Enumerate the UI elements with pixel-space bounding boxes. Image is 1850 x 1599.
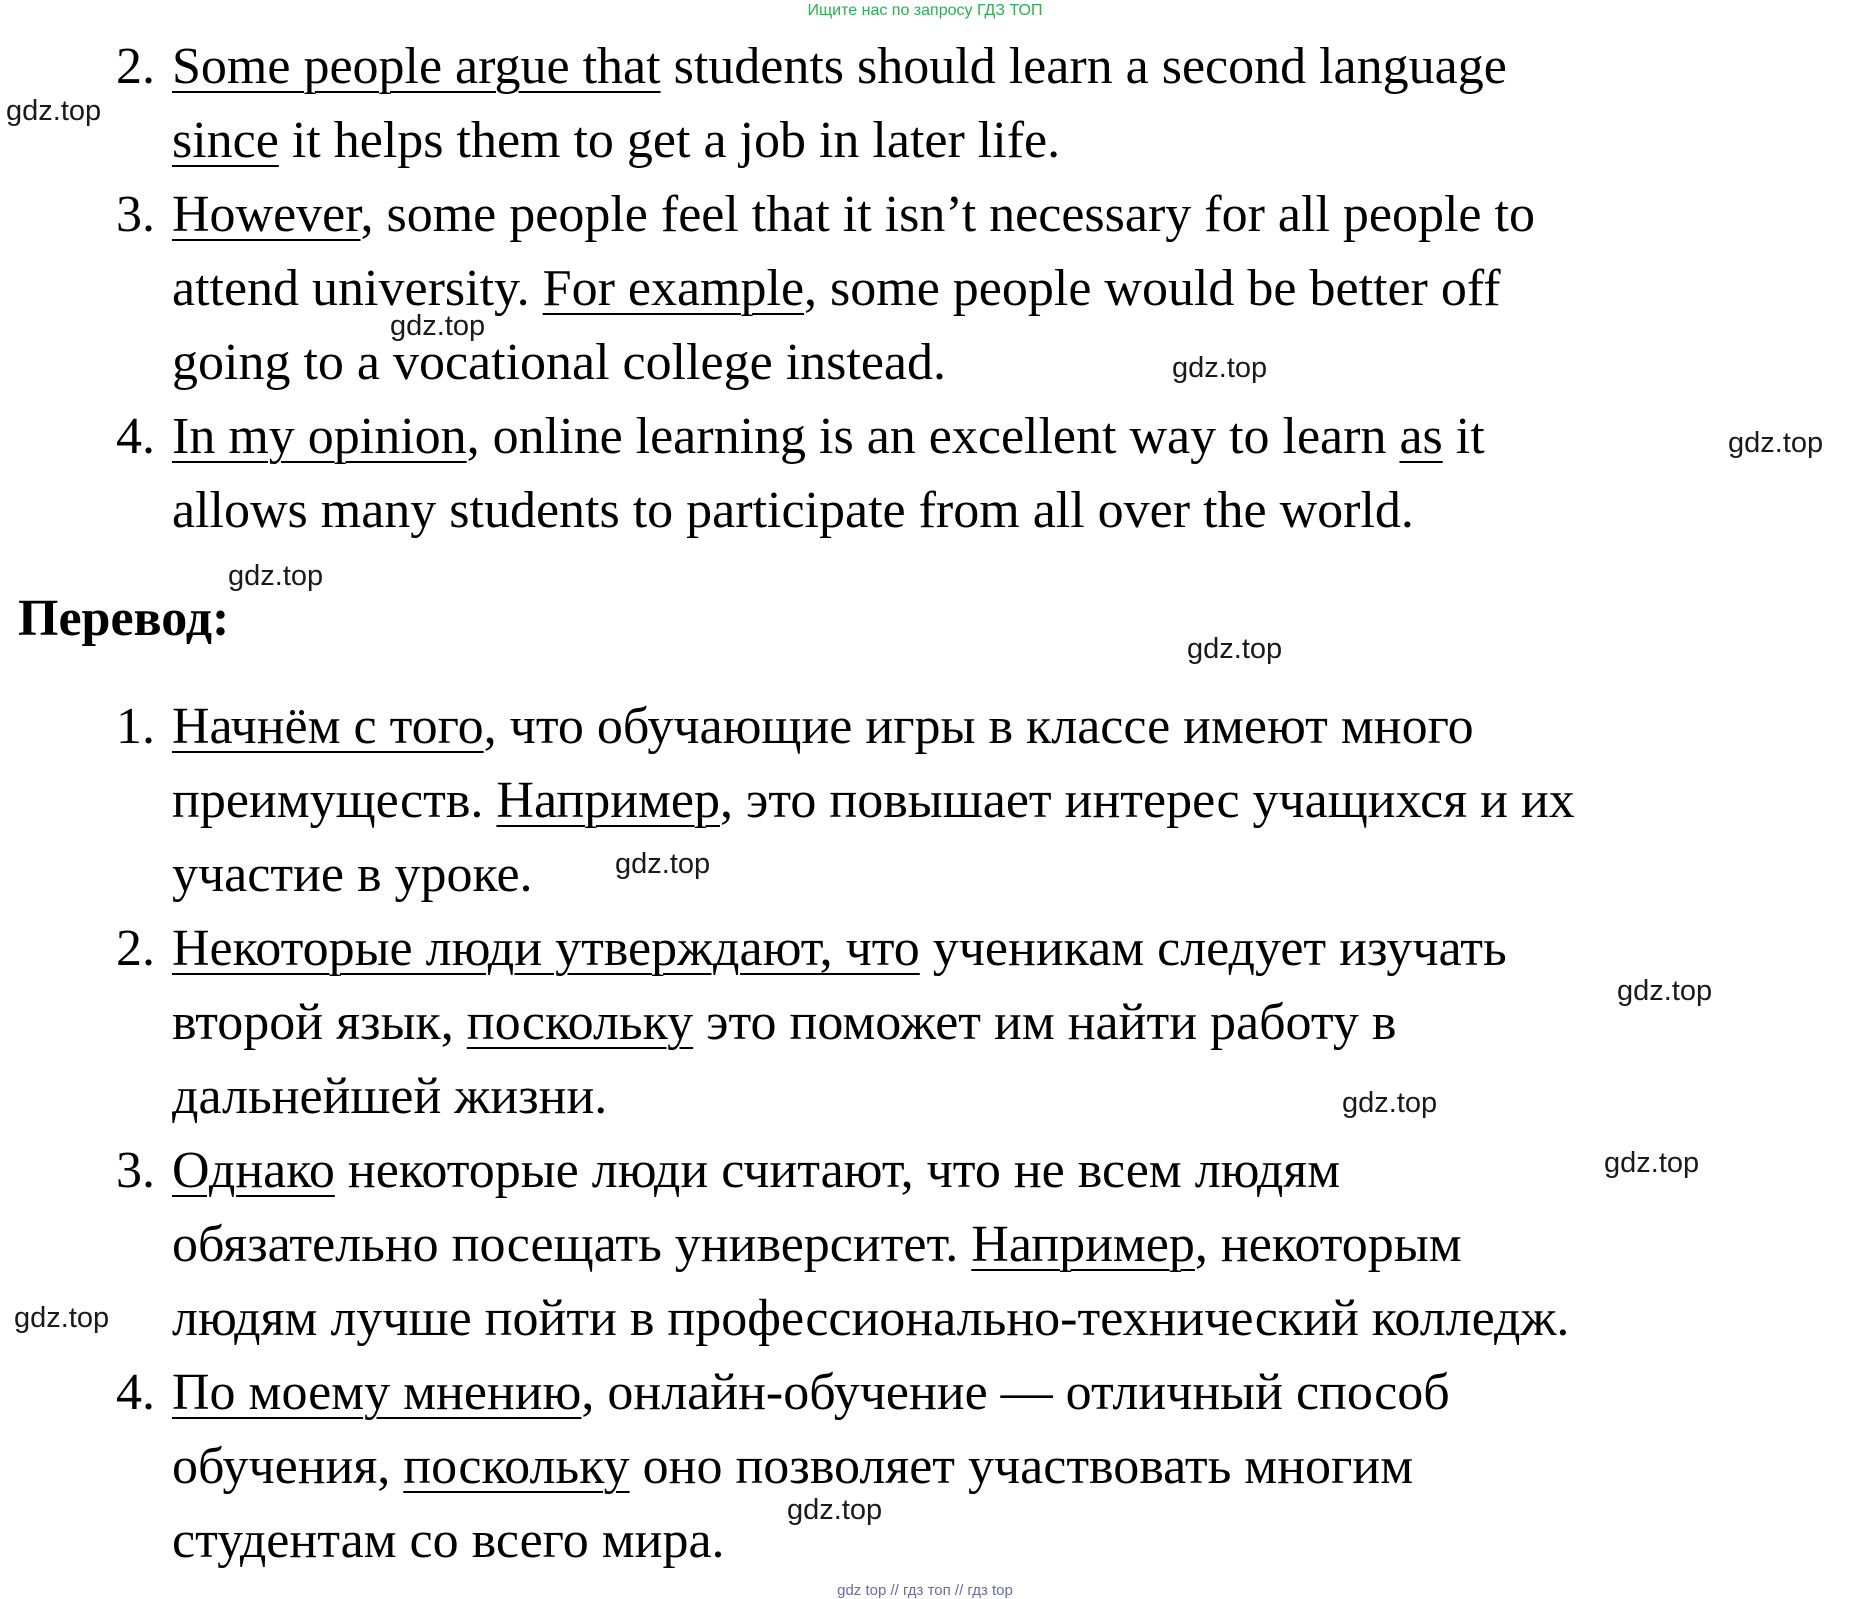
item-number: 2. [116,920,155,977]
item-text [172,1356,1812,1578]
underlined-phrase: In my opinion [172,408,467,465]
text-line: since it helps them to get a job in later life. [172,112,1061,169]
text-line: attend university. For example, some people would be better off [172,260,1501,317]
watermark: gdz.top [1728,427,1824,459]
text-line: студентам со всего мира. [172,1512,725,1569]
item-text [172,30,1812,178]
underlined-phrase: Например [496,772,721,829]
underlined-phrase: For example [542,260,805,317]
text-line: второй язык, поскольку это поможет им найти работу в [172,994,1397,1051]
underlined-phrase: since [172,112,279,169]
watermark: gdz.top [14,1302,110,1334]
underlined-phrase: Однако [172,1142,335,1199]
text-line: По моему мнению, онлайн-обучение — отличный способ [172,1364,1450,1421]
underlined-phrase: поскольку [466,994,694,1051]
underlined-phrase: Начнём с того [172,698,484,755]
item-text [172,912,1812,1134]
underlined-phrase: поскольку [403,1438,630,1495]
translation-heading: Перевод: [18,590,230,647]
item-text [172,178,1812,400]
item-text [172,400,1812,548]
watermark: gdz.top [1604,1147,1700,1179]
watermark: gdz.top [6,95,102,127]
underlined-phrase: Некоторые люди утверждают, что [172,920,920,977]
item-number: 1. [116,698,155,755]
text-line: дальнейшей жизни. [172,1068,608,1125]
item-number: 3. [116,186,155,243]
underlined-phrase: Some people argue that [172,38,661,95]
item-number: 4. [116,1364,155,1421]
item-number: 4. [116,408,155,465]
text-line: Начнём с того, что обучающие игры в классе имеют много [172,698,1474,755]
item-text [172,690,1812,912]
text-line: Однако некоторые люди считают, что не всем людям [172,1142,1341,1199]
watermark: gdz.top [787,1494,883,1526]
watermark: gdz.top [1342,1087,1438,1119]
watermark: gdz.top [228,560,324,592]
watermark: gdz.top [615,848,711,880]
text-line: обучения, поскольку оно позволяет участвовать многим [172,1438,1414,1495]
text-line: Некоторые люди утверждают, что ученикам следует изучать [172,920,1507,977]
text-line: преимуществ. Например, это повышает интерес учащихся и их [172,772,1575,829]
item-number: 2. [116,38,155,95]
text-line: However, some people feel that it isn’t necessary for all people to [172,186,1535,243]
watermark: gdz.top [1617,975,1713,1007]
watermark: gdz.top [1187,633,1283,665]
top-search-hint: Ищите нас по запросу ГДЗ ТОП [807,2,1043,19]
underlined-phrase: as [1399,408,1443,465]
item-number: 3. [116,1142,155,1199]
watermark: gdz.top [390,310,486,342]
item-text [172,1134,1812,1356]
bottom-footer-note: gdz top // гдз топ // гдз top [837,1582,1013,1599]
underlined-phrase: По моему мнению [172,1364,582,1421]
text-line: allows many students to participate from all over the world. [172,482,1414,539]
text-line: going to a vocational college instead. [172,334,946,391]
text-line: In my opinion, online learning is an excellent way to learn as it [172,408,1485,465]
underlined-phrase: However [172,186,361,243]
text-line: Some people argue that students should learn a second language [172,38,1507,95]
text-line: участие в уроке. [172,846,533,903]
underlined-phrase: Например [971,1216,1195,1273]
watermark: gdz.top [1172,352,1268,384]
text-line: людям лучше пойти в профессионально-технический колледж. [172,1290,1570,1347]
text-line: обязательно посещать университет. Например, некоторым [172,1216,1462,1273]
